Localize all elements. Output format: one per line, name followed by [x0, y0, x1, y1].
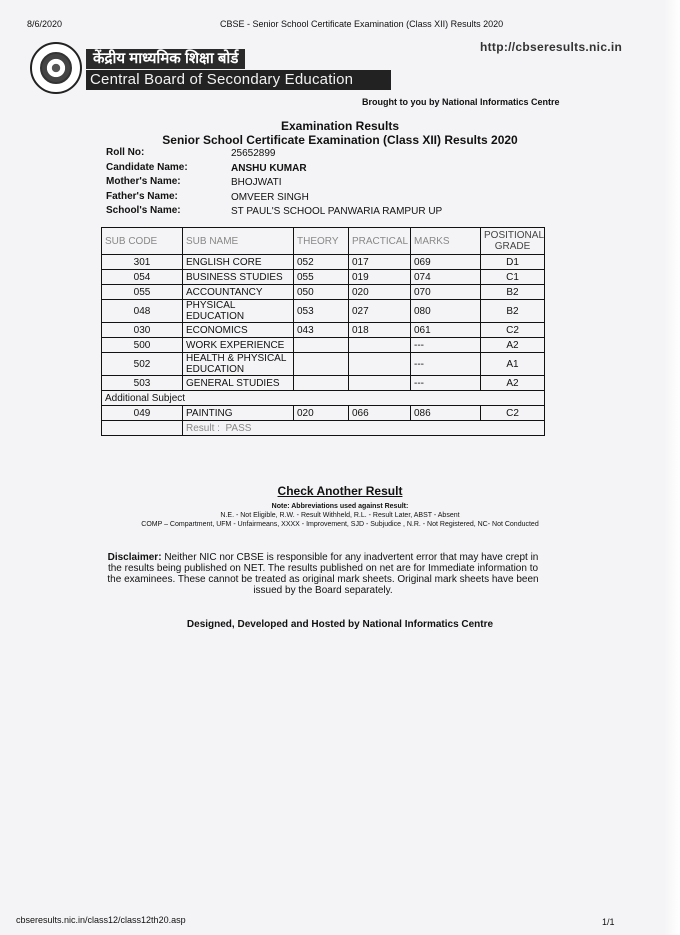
disclaimer	[100, 552, 546, 596]
result-spacer	[102, 421, 183, 436]
theory	[294, 353, 349, 376]
table-row	[102, 376, 545, 391]
disclaimer-label: Disclaimer:	[107, 552, 162, 563]
grade: C1	[481, 270, 545, 285]
theory: 055	[294, 270, 349, 285]
table-row	[102, 338, 545, 353]
school-value: ST PAUL'S SCHOOL PANWARIA RAMPUR UP	[231, 206, 443, 217]
result-cell	[183, 421, 545, 436]
sub-code: 030	[102, 323, 183, 338]
marks: ---	[411, 338, 481, 353]
additional-subject-row	[102, 391, 545, 406]
site-url[interactable]: http://cbseresults.nic.in	[480, 40, 623, 54]
table-row	[102, 255, 545, 270]
note-heading: Note: Abbreviations used against Result:	[271, 503, 409, 510]
theory: 050	[294, 285, 349, 300]
results-table	[101, 227, 545, 436]
table-row	[102, 406, 545, 421]
header-sub-name: SUB NAME	[183, 228, 294, 255]
roll-value: 25652899	[231, 148, 276, 159]
sub-name: WORK EXPERIENCE	[183, 338, 294, 353]
result-value: PASS	[225, 422, 252, 434]
sub-code: 503	[102, 376, 183, 391]
sub-name: ACCOUNTANCY	[183, 285, 294, 300]
marks: ---	[411, 376, 481, 391]
practical	[349, 376, 411, 391]
theory	[294, 376, 349, 391]
marks: ---	[411, 353, 481, 376]
practical: 018	[349, 323, 411, 338]
sub-code: 048	[102, 300, 183, 323]
cbse-logo-icon	[30, 42, 82, 94]
table-row	[102, 323, 545, 338]
sub-name: GENERAL STUDIES	[183, 376, 294, 391]
theory: 020	[294, 406, 349, 421]
sub-code: 055	[102, 285, 183, 300]
table-row	[102, 300, 545, 323]
marks: 080	[411, 300, 481, 323]
disclaimer-text: Neither NIC nor CBSE is responsible for any inadvertent error that may have crept in the results being published on NET. The results published on net are for Immediate information to the examinees. These cannot be treated as original mark sheets. Original mark sheets have been issued by the Board separately.	[107, 552, 539, 596]
marks: 086	[411, 406, 481, 421]
grade: A1	[481, 353, 545, 376]
banner-hindi-title: केंद्रीय माध्यमिक शिक्षा बोर्ड	[86, 49, 245, 69]
marks: 070	[411, 285, 481, 300]
sub-name: BUSINESS STUDIES	[183, 270, 294, 285]
grade: B2	[481, 285, 545, 300]
print-date: 8/6/2020	[27, 19, 63, 29]
header-marks: MARKS	[411, 228, 481, 255]
result-row	[102, 421, 545, 436]
practical: 017	[349, 255, 411, 270]
practical: 020	[349, 285, 411, 300]
sub-code: 301	[102, 255, 183, 270]
banner-english-title: Central Board of Secondary Education	[86, 70, 391, 90]
father-label: Father's Name:	[106, 191, 178, 202]
sub-name: PAINTING	[183, 406, 294, 421]
check-another-result-link[interactable]: Check Another Result	[277, 484, 403, 498]
grade: C2	[481, 406, 545, 421]
grade: B2	[481, 300, 545, 323]
header-practical: PRACTICAL	[349, 228, 411, 255]
brought-by-text: Brought to you by National Informatics Centre	[362, 97, 560, 107]
practical: 066	[349, 406, 411, 421]
practical	[349, 353, 411, 376]
theory: 052	[294, 255, 349, 270]
sub-code: 502	[102, 353, 183, 376]
grade: A2	[481, 376, 545, 391]
grade: C2	[481, 323, 545, 338]
result-label: Result :	[186, 422, 220, 434]
sub-name: ECONOMICS	[183, 323, 294, 338]
header-sub-code: SUB CODE	[102, 228, 183, 255]
theory: 053	[294, 300, 349, 323]
sub-code: 054	[102, 270, 183, 285]
page-number: 1/1	[602, 917, 615, 927]
father-value: OMVEER SINGH	[231, 192, 309, 203]
designed-by-text: Designed, Developed and Hosted by National Informatics Centre	[186, 619, 494, 630]
practical: 019	[349, 270, 411, 285]
grade: D1	[481, 255, 545, 270]
header-theory: THEORY	[294, 228, 349, 255]
sub-code: 500	[102, 338, 183, 353]
footer-url: cbseresults.nic.in/class12/class12th20.asp	[16, 915, 186, 925]
marks: 074	[411, 270, 481, 285]
table-header-row	[102, 228, 545, 255]
additional-subject-label: Additional Subject	[102, 391, 545, 406]
mother-value: BHOJWATI	[231, 177, 282, 188]
table-row	[102, 285, 545, 300]
practical: 027	[349, 300, 411, 323]
candidate-label: Candidate Name:	[106, 162, 188, 173]
mother-label: Mother's Name:	[106, 176, 181, 187]
exam-subheading: Senior School Certificate Examination (Class XII) Results 2020	[162, 133, 518, 147]
candidate-value: ANSHU KUMAR	[231, 163, 307, 174]
roll-label: Roll No:	[106, 147, 145, 158]
sub-name: PHYSICAL EDUCATION	[183, 300, 294, 323]
theory	[294, 338, 349, 353]
marks: 061	[411, 323, 481, 338]
table-row	[102, 270, 545, 285]
print-title: CBSE - Senior School Certificate Examination (Class XII) Results 2020	[220, 19, 504, 29]
exam-heading: Examination Results	[280, 119, 400, 133]
marks: 069	[411, 255, 481, 270]
school-label: School's Name:	[106, 205, 181, 216]
note-line-2: COMP – Compartment, UFM - Unfairmeans, XXXX - Improvement, SJD - Subjudice , N.R. - Not Registered, NC- Not Conducted	[141, 521, 539, 528]
note-line-1: N.E. - Not Eligible, R.W. - Result Withheld, R.L. - Result Later, ABST - Absent	[220, 512, 460, 519]
grade: A2	[481, 338, 545, 353]
table-row	[102, 353, 545, 376]
practical	[349, 338, 411, 353]
sub-name: HEALTH & PHYSICAL EDUCATION	[183, 353, 294, 376]
sub-code: 049	[102, 406, 183, 421]
header-grade: POSITIONAL GRADE	[481, 228, 545, 255]
sub-name: ENGLISH CORE	[183, 255, 294, 270]
theory: 043	[294, 323, 349, 338]
